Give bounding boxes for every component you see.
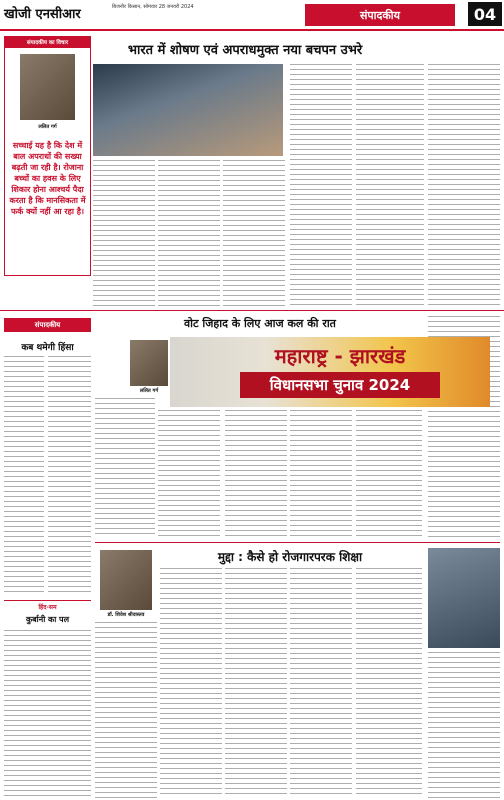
story3-photo [100, 550, 152, 610]
story3-column-4 [290, 568, 352, 798]
sidebar2-column-2 [48, 356, 91, 596]
section-rule-2 [95, 542, 500, 543]
sidebar2-subhead: कुर्बानी का पल [25, 615, 70, 624]
story3-column-3 [225, 568, 287, 798]
sidebar2-column-1 [4, 356, 44, 596]
sidebar2-headline: कब थमेगी हिंसा [21, 343, 74, 353]
story3-column-5 [356, 568, 422, 798]
hero-image [93, 64, 283, 156]
story3-column-2 [160, 568, 222, 798]
banner-subtitle: विधानसभा चुनाव 2024 [240, 372, 440, 398]
newspaper-name: खोजी एनसीआर [4, 7, 81, 22]
story2-photo-1 [130, 340, 168, 386]
lead-headline: भारत में शोषण एवं अपराधमुक्त नया बचपन उभरे [127, 43, 363, 58]
story2-headline: वोट जिहाद के लिए आज कल की रात [184, 317, 336, 330]
story3-headline: मुद्दा : कैसे हो रोजगारपरक शिक्षा [217, 550, 363, 564]
author-caption: ललित गर्ग [38, 124, 57, 130]
sidebar2-title: संपादकीय [4, 318, 91, 332]
banner-title: महाराष्ट्र - झारखंड [274, 344, 406, 368]
story3-column-1 [95, 622, 157, 798]
sidebar2-section: हिंद-सम [4, 600, 91, 611]
story3-column-6 [428, 652, 500, 798]
author-photo [20, 54, 75, 120]
lead-column-3 [223, 160, 285, 306]
issue-meta: बिजनौर किसान, सोमवार 28 जनवरी 2024 [112, 4, 194, 10]
story2-column-3 [225, 410, 287, 538]
story2-column-5 [356, 410, 422, 538]
lead-column-2 [158, 160, 220, 306]
lead-column-4 [290, 64, 352, 306]
story2-caption-1: ललित गर्ग [139, 388, 159, 394]
story2-column-2 [158, 410, 220, 538]
story3-image [428, 548, 500, 648]
masthead-rule [0, 29, 504, 31]
editorial-quote: सच्चाई यह है कि देश में बाल अपराधों की सख्या बढ़ती जा रही है। रोजाना बच्चों का हवस के लिए शिकार होना आश्चर्य पैदा करता है कि मानसिकता में फर्क क्यों नहीं आ रहा है। [9, 141, 86, 216]
lead-column-6 [428, 64, 500, 306]
lead-column-5 [356, 64, 424, 306]
page-number: 04 [468, 2, 502, 26]
lead-column-1 [93, 160, 155, 306]
section-title: संपादकीय [305, 4, 455, 26]
story2-column-1 [95, 398, 155, 538]
sidebar2-column-3 [4, 630, 91, 798]
story2-caption-2: डॉ. शिवेश श्रीवास्तव [107, 612, 145, 618]
section-rule [0, 310, 504, 311]
story2-column-4 [290, 410, 352, 538]
editorial-box-title: संपादकीय का विचार [4, 36, 91, 48]
